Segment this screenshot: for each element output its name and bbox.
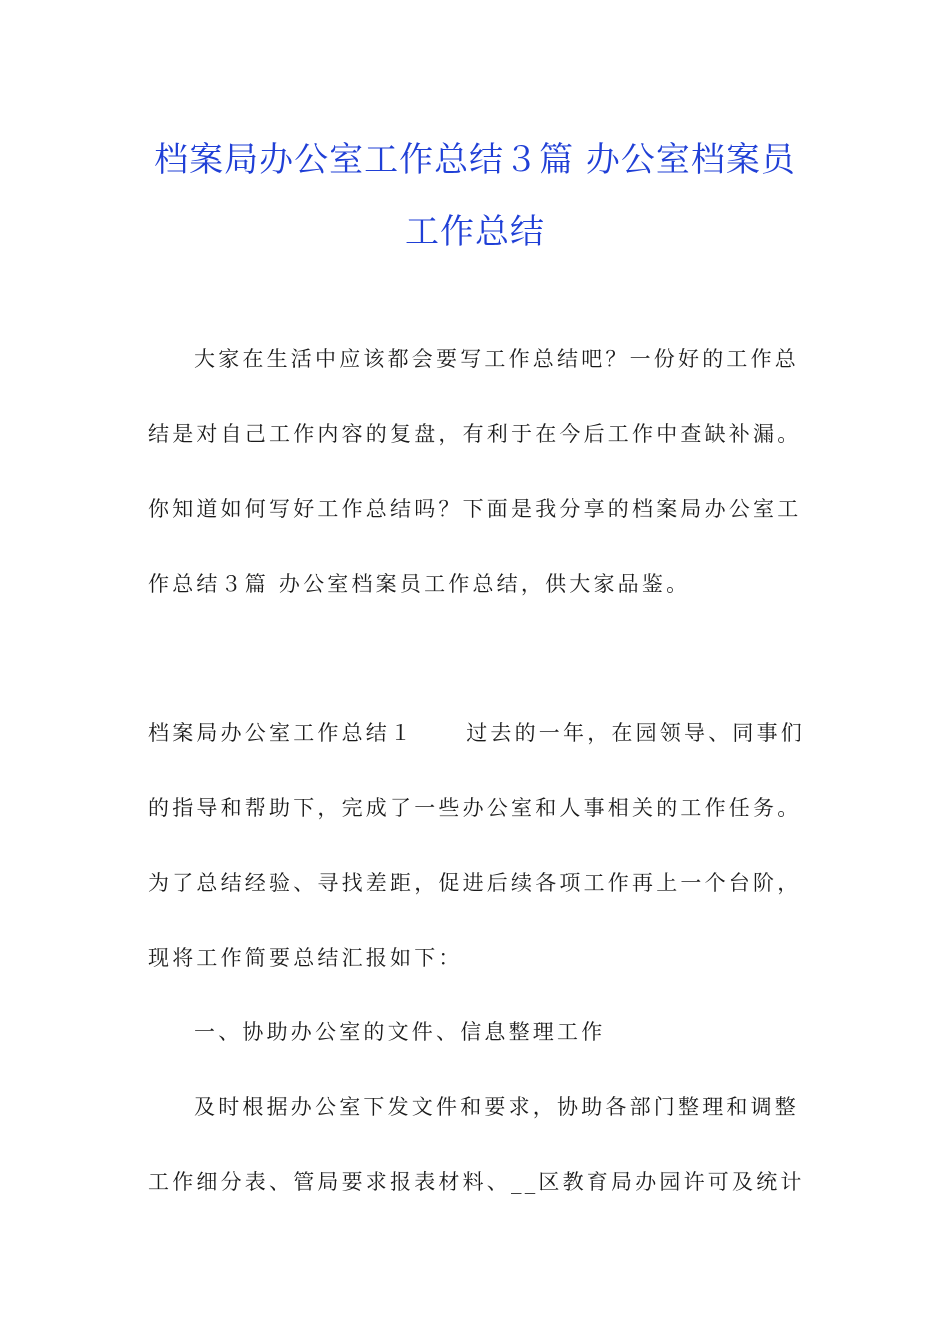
section1-first-text: 过去的一年，在园领导、同事们 (466, 721, 806, 745)
section1-first-line (148, 718, 805, 748)
item1-para-line-1: 及时根据办公室下发文件和要求，协助各部门整理和调整 (194, 1095, 799, 1119)
document-title-line-2: 工作总结 (405, 212, 545, 252)
item1-para-line-2: 工作细分表、管局要求报表材料、__区教育局办园许可及统计 (148, 1170, 805, 1194)
item1-heading: 一、协助办公室的文件、信息整理工作 (194, 1020, 606, 1044)
section1-line-3: 为了总结经验、寻找差距，促进后续各项工作再上一个台阶， (148, 871, 802, 895)
intro-line-2: 结是对自己工作内容的复盘，有利于在今后工作中查缺补漏。 (148, 422, 802, 446)
section1-line-4: 现将工作简要总结汇报如下： (148, 946, 463, 970)
intro-line-1: 大家在生活中应该都会要写工作总结吧？一份好的工作总 (194, 347, 799, 371)
intro-line-3: 你知道如何写好工作总结吗？下面是我分享的档案局办公室工 (148, 497, 802, 521)
intro-line-4: 作总结３篇 办公室档案员工作总结，供大家品鉴。 (148, 572, 691, 596)
section1-line-2: 的指导和帮助下，完成了一些办公室和人事相关的工作任务。 (148, 796, 802, 820)
section1-heading: 档案局办公室工作总结１ (148, 721, 415, 745)
document-title-line-1: 档案局办公室工作总结３篇 办公室档案员 (154, 140, 796, 180)
